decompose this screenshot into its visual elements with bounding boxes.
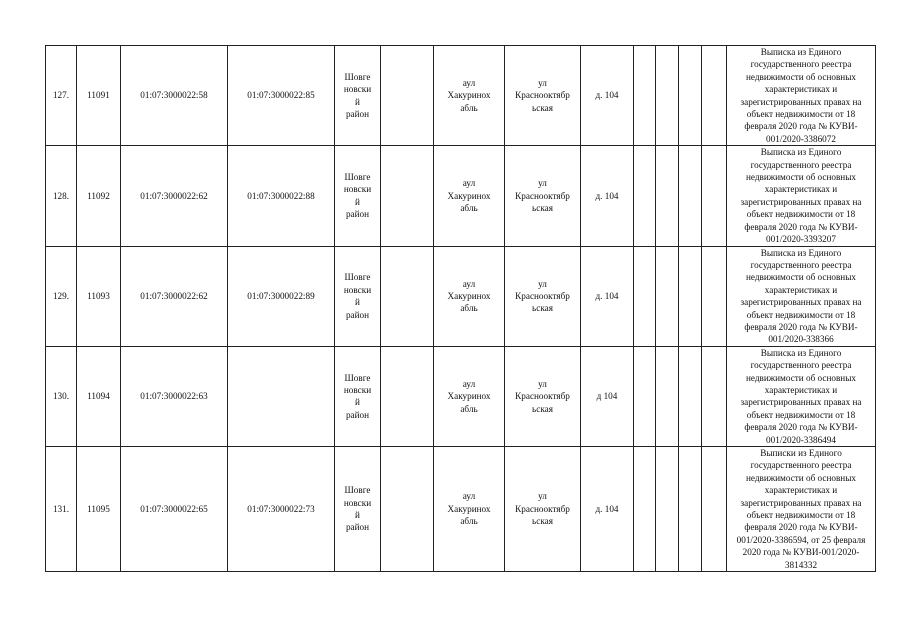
row-number-cell: 127. (46, 46, 77, 146)
basis-document-cell: Выписка из Единого государственного реестра недвижимости об основных характеристиках и зарегистрированных правах на объект недвижимости от 18 февраля 2020 года № КУВИ- 001/2020-338366 (727, 246, 876, 346)
cadastral-object-cell (228, 346, 335, 446)
extra-cell-2 (656, 146, 679, 246)
row-number-cell: 130. (46, 346, 77, 446)
row-number-cell: 131. (46, 447, 77, 572)
street-cell: ул Краснооктябр ьская (505, 447, 581, 572)
district-cell: Шовге новски й район (335, 46, 381, 146)
settlement-cell: аул Хакуринох абль (434, 246, 505, 346)
property-registry-table (45, 45, 876, 572)
cadastral-parcel-cell: 01:07:3000022:63 (121, 346, 228, 446)
settlement-type-cell (381, 46, 434, 146)
street-cell: ул Краснооктябр ьская (505, 146, 581, 246)
basis-document-cell: Выписка из Единого государственного реестра недвижимости об основных характеристиках и зарегистрированных правах на объект недвижимости от 18 февраля 2020 года № КУВИ- 001/2020-3393207 (727, 146, 876, 246)
record-id-cell: 11095 (77, 447, 121, 572)
street-cell: ул Краснооктябр ьская (505, 46, 581, 146)
table-row (46, 346, 876, 446)
record-id-cell: 11093 (77, 246, 121, 346)
table-row (46, 246, 876, 346)
extra-cell-3 (679, 246, 702, 346)
extra-cell-1 (634, 46, 656, 146)
table-row (46, 46, 876, 146)
extra-cell-3 (679, 146, 702, 246)
extra-cell-3 (679, 346, 702, 446)
cadastral-parcel-cell: 01:07:3000022:62 (121, 146, 228, 246)
cadastral-object-cell: 01:07:3000022:85 (228, 46, 335, 146)
row-number-cell: 128. (46, 146, 77, 246)
extra-cell-2 (656, 46, 679, 146)
settlement-type-cell (381, 447, 434, 572)
settlement-cell: аул Хакуринох абль (434, 46, 505, 146)
settlement-type-cell (381, 146, 434, 246)
district-cell: Шовге новски й район (335, 146, 381, 246)
house-cell: д. 104 (581, 46, 634, 146)
district-cell: Шовге новски й район (335, 346, 381, 446)
settlement-cell: аул Хакуринох абль (434, 447, 505, 572)
extra-cell-3 (679, 447, 702, 572)
row-number-cell: 129. (46, 246, 77, 346)
basis-document-cell: Выписка из Единого государственного реестра недвижимости об основных характеристиках и зарегистрированных правах на объект недвижимости от 18 февраля 2020 года № КУВИ- 001/2020-3386494 (727, 346, 876, 446)
extra-cell-2 (656, 246, 679, 346)
extra-cell-2 (656, 447, 679, 572)
extra-cell-4 (702, 447, 727, 572)
cadastral-parcel-cell: 01:07:3000022:62 (121, 246, 228, 346)
extra-cell-4 (702, 246, 727, 346)
extra-cell-4 (702, 346, 727, 446)
extra-cell-2 (656, 346, 679, 446)
settlement-type-cell (381, 346, 434, 446)
district-cell: Шовге новски й район (335, 447, 381, 572)
street-cell: ул Краснооктябр ьская (505, 346, 581, 446)
extra-cell-4 (702, 146, 727, 246)
cadastral-object-cell: 01:07:3000022:88 (228, 146, 335, 246)
extra-cell-4 (702, 46, 727, 146)
cadastral-object-cell: 01:07:3000022:73 (228, 447, 335, 572)
extra-cell-1 (634, 447, 656, 572)
cadastral-object-cell: 01:07:3000022:89 (228, 246, 335, 346)
record-id-cell: 11094 (77, 346, 121, 446)
cadastral-parcel-cell: 01:07:3000022:65 (121, 447, 228, 572)
extra-cell-1 (634, 246, 656, 346)
settlement-cell: аул Хакуринох абль (434, 346, 505, 446)
table-row (46, 146, 876, 246)
cadastral-parcel-cell: 01:07:3000022:58 (121, 46, 228, 146)
house-cell: д 104 (581, 346, 634, 446)
basis-document-cell: Выписки из Единого государственного реестра недвижимости об основных характеристиках и зарегистрированных правах на объект недвижимости от 18 февраля 2020 года № КУВИ- 001/2020-3386594, от 25 февраля 2020 года № КУВИ-001/2020- 3814332 (727, 447, 876, 572)
extra-cell-3 (679, 46, 702, 146)
house-cell: д. 104 (581, 146, 634, 246)
record-id-cell: 11091 (77, 46, 121, 146)
extra-cell-1 (634, 346, 656, 446)
basis-document-cell: Выписка из Единого государственного реестра недвижимости об основных характеристиках и зарегистрированных правах на объект недвижимости от 18 февраля 2020 года № КУВИ- 001/2020-3386072 (727, 46, 876, 146)
record-id-cell: 11092 (77, 146, 121, 246)
extra-cell-1 (634, 146, 656, 246)
house-cell: д. 104 (581, 246, 634, 346)
house-cell: д. 104 (581, 447, 634, 572)
district-cell: Шовге новски й район (335, 246, 381, 346)
settlement-cell: аул Хакуринох абль (434, 146, 505, 246)
settlement-type-cell (381, 246, 434, 346)
street-cell: ул Краснооктябр ьская (505, 246, 581, 346)
table-row (46, 447, 876, 572)
